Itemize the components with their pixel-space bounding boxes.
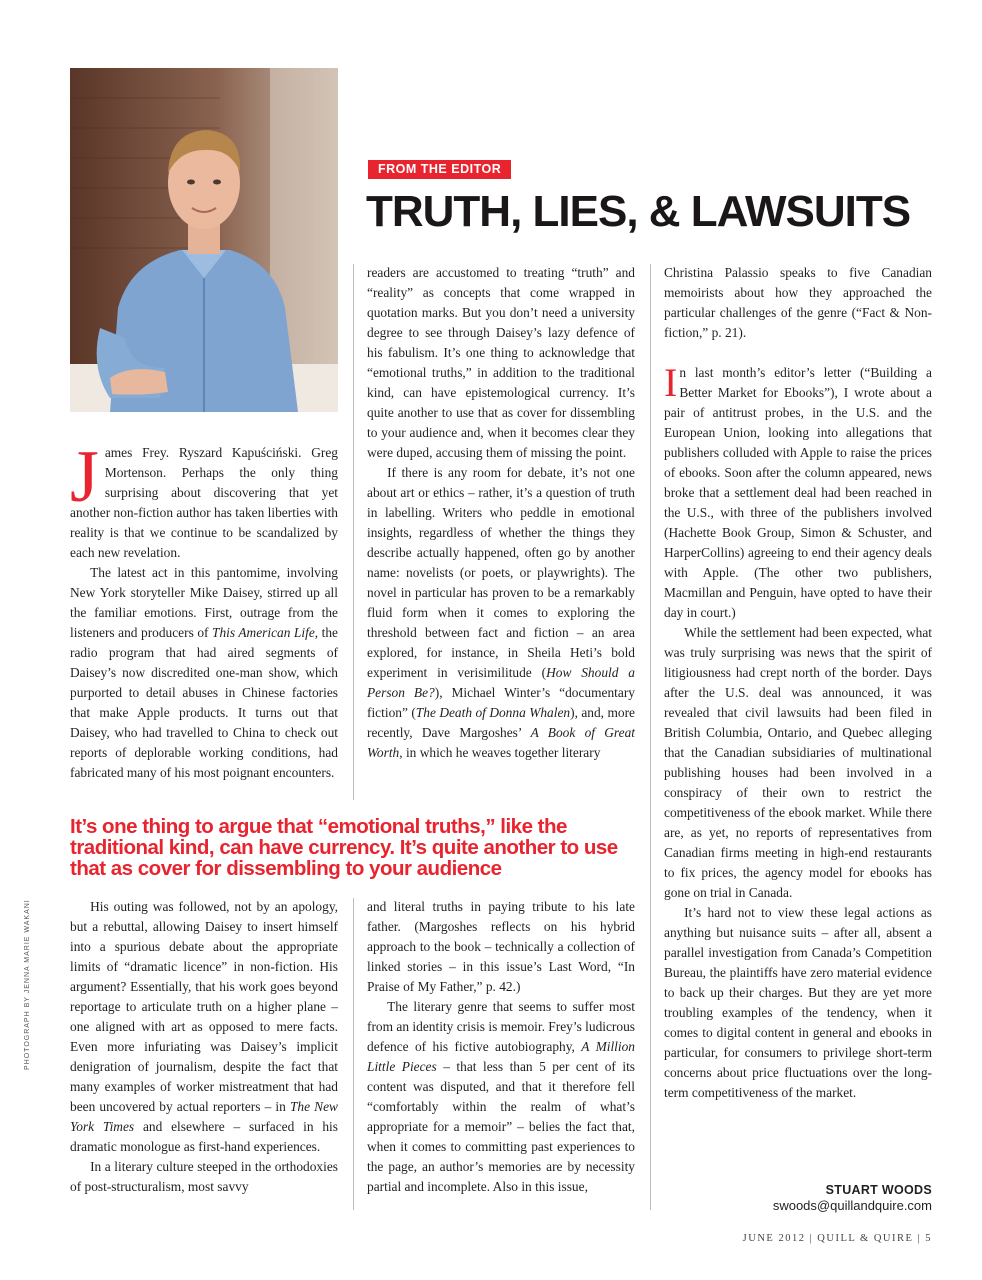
drop-cap-j: J (70, 436, 99, 518)
column-rule (353, 264, 354, 800)
editor-email: swoods@quillandquire.com (772, 1198, 932, 1213)
intro-paragraph (70, 436, 338, 563)
headline: TRUTH, LIES, & LAWSUITS (366, 187, 911, 236)
publication-title: The New York Times (70, 1099, 338, 1134)
column-2-bottom (367, 897, 635, 1197)
paragraph (367, 463, 635, 763)
book-title: A Million Little Pieces (367, 1039, 635, 1074)
paragraph: It’s hard not to view these legal actions as anything but nuisance suits – after all, absent a parallel investigation from Canada’s Competition Bureau, the plaintiffs have zero material evidence to back up their charges. But they are yet more troubling examples of the tendency, when it comes to digital content in general and ebooks in particular, for consumers to privilege short-term concerns about price fluctuations over the long-term competitiveness of the market. (664, 905, 932, 1100)
program-title: This American Life (212, 625, 315, 640)
paragraph (70, 897, 338, 1157)
paragraph-text: The latest act in this pantomime, involving New York storyteller Mike Daisey, stirred up all the familiar emotions. First, outrage from the listeners and producers of (70, 565, 338, 640)
pull-quote: It’s one thing to argue that “emotional truths,” like the traditional kind, can have currency. It’s quite another to use that as cover for dissembling to your audience (70, 815, 618, 880)
column-rule (650, 264, 651, 1210)
paragraph-text: and elsewhere – surfaced in his dramatic monologue as first-hand experiences. (70, 1119, 338, 1154)
paragraph (70, 563, 338, 783)
paragraph: and literal truths in paying tribute to his late father. (Margoshes reflects on his hybrid approach to the book – technically a collection of linked stories – in this issue’s Last Word, “In Praise of My Father,” p. 42.) (367, 899, 635, 994)
column-rule (353, 898, 354, 1210)
editor-photo (70, 68, 338, 412)
paragraph: While the settlement had been expected, what was truly surprising was news that the spirit of litigiousness had crept north of the border. Days after the U.S. deal was announced, it was revealed that civil lawsuits had been filed in British Columbia, Ontario, and Quebec alleging that the Canadian subsidiaries of multinational publishing houses had been involved in a conspiracy of their own to restrict the competitiveness of the ebook market. While there are, as yet, no reports of representatives from Canadian firms meeting in high-end restaurants to fix prices, the agency model for ebooks has gone on trial in Canada. (664, 625, 932, 900)
paragraph-text: n last month’s editor’s letter (“Building a Better Market for Ebooks”), I wrote about a pair of antitrust probes, in the U.S. and the European Union, looking into allegations that publishers colluded with Apple to raise the prices of ebooks. Soon after the column appeared, news broke that a settlement deal had been reached in the U.S., with three of the publishers involved (Hachette Book Group, Simon & Schuster, and HarperCollins) agreeing to end their agency deals with Apple. (The other two publishers, Macmillan and Penguin, have opted to have their day in court.) (664, 365, 932, 620)
column-2-top (367, 263, 635, 763)
editor-signature (773, 1183, 932, 1214)
paragraph-text: ), and, more recently, Dave Margoshes’ (367, 705, 635, 740)
paragraph-text: – that less than 5 per cent of its content was disputed, and that it therefore fell “comfortably within the realm of what’s appropriate for a memoir” – belies the fact that, when it comes to committing past experiences to the page, an author’s memories are by necessity partial and incomplete. Also in this issue, (367, 1059, 636, 1194)
paragraph: In a literary culture steeped in the orthodoxies of post-structuralism, most savvy (70, 1159, 338, 1194)
book-title: A Book of Great Worth (367, 725, 635, 760)
column-3 (664, 263, 932, 1103)
column-1-top (70, 436, 338, 783)
drop-cap-i: I (664, 360, 678, 405)
page-folio: JUNE 2012 | QUILL & QUIRE | 5 (742, 1233, 932, 1244)
paragraph (664, 360, 932, 623)
paragraph-text: The literary genre that seems to suffer most from an identity crisis is memoir. Frey’s ludicrous defence of his fictive autobiography, (367, 999, 635, 1054)
paragraph-text: , in which he weaves together literary (399, 745, 601, 760)
paragraph: Christina Palassio speaks to five Canadian memoirists about how they approached the particular challenges of the genre (“Fact & Non-fiction,” p. 21). (664, 265, 932, 340)
intro-text: ames Frey. Ryszard Kapuściński. Greg Mortenson. Perhaps the only thing surprising about discovering that yet another non-fiction author has taken liberties with reality is that we continue to be scandalized by each new revelation. (70, 445, 338, 560)
book-title: The Death of Donna Whalen (415, 705, 571, 720)
paragraph-text: , the radio program that had aired segments of Daisey’s now discredited one-man show, which purported to detail abuses in Chinese factories that make Apple products. It turns out that Daisey, who had travelled to China to check out reports of deplorable working conditions, had fabricated many of his most poignant encounters. (70, 625, 338, 780)
column-1-bottom (70, 897, 338, 1197)
paragraph-text: If there is any room for debate, it’s not one about art or ethics – rather, it’s a question of truth in labelling. Writers who peddle in emotional insights, regardless of whether the things they describe actually happened, often go by another name: novelists (or poets, or playwrights). The novel in particular has proven to be a remarkably fluid form when it comes to exploring the threshold between fact and fiction – an area explored, for instance, in Sheila Heti’s bold experiment in verisimilitude ( (367, 465, 635, 680)
book-title: How Should a Person Be? (367, 665, 635, 700)
editor-name: STUART WOODS (825, 1183, 932, 1197)
section-kicker: FROM THE EDITOR (368, 160, 511, 179)
paragraph-text: ), Michael Winter’s “documentary fiction” ( (367, 685, 635, 720)
photo-credit: PHOTOGRAPH BY JENNA MARIE WAKANI (24, 899, 31, 1070)
paragraph (367, 997, 635, 1197)
paragraph: readers are accustomed to treating “truth” and “reality” as concepts that come wrapped in quotation marks. But you don’t need a university degree to see through Daisey’s lazy defence of his fabulism. It’s one thing to acknowledge that “emotional truths,” in addition to the traditional kind, can have epistemological currency. It’s quite another to use that as cover for dissembling to your audience and, when it becomes clear they were duped, accusing them of missing the point. (367, 265, 635, 460)
editor-photo-illustration (70, 68, 338, 412)
paragraph-text: His outing was followed, not by an apology, but a rebuttal, allowing Daisey to insert himself into a spurious debate about the appropriate limits of “dramatic licence” in non-fiction. His argument? Essentially, that his work goes beyond reportage to articulate truth on a higher plane – one aligned with art as opposed to mere facts. Even more infuriating was Daisey’s implicit denigration of journalism, despite the fact that many examples of worker mistreatment that had been uncovered by actual reporters – in (70, 899, 338, 1114)
